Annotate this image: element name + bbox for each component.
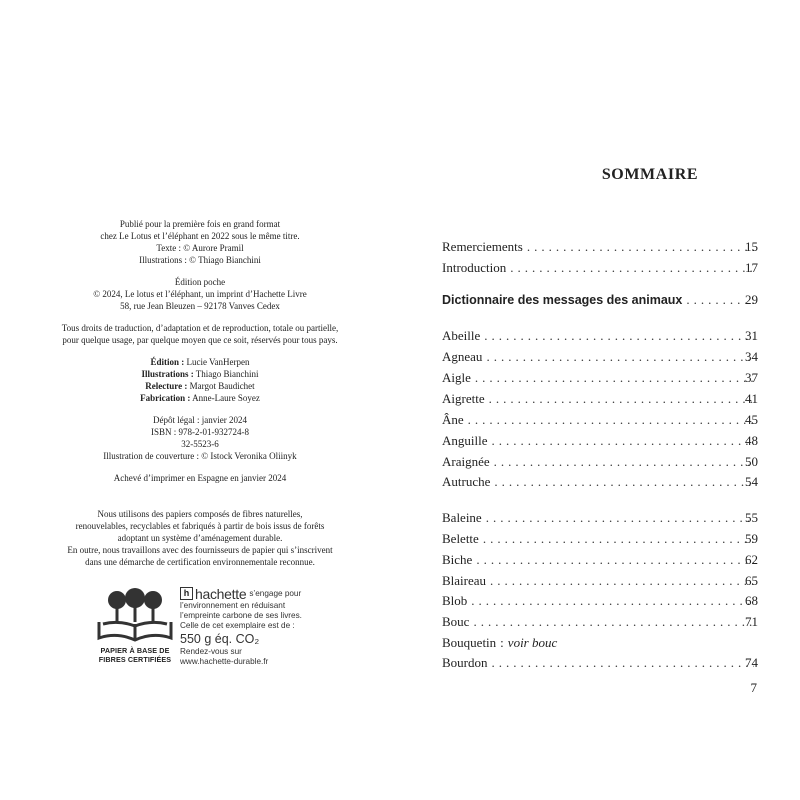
printing-notice: Achevé d’imprimer en Espagne en janvier 2024 — [113, 473, 287, 483]
badge-label: PAPIER À BASE DE — [100, 646, 170, 655]
credit-role: Illustrations : — [141, 369, 194, 379]
colophon-line: Illustrations : © Thiago Bianchini — [139, 255, 261, 265]
toc-entry[interactable] — [442, 347, 758, 367]
toc-entry-label: Agneau — [442, 349, 483, 364]
toc-entry[interactable] — [442, 571, 758, 591]
toc-section-heading[interactable] — [442, 290, 758, 310]
carbon-footprint-notice — [180, 586, 330, 667]
toc-leader — [471, 591, 754, 611]
eco-text-line: l’environnement en réduisant — [180, 601, 286, 610]
paper-notice: renouvelables, recyclables et fabriqués à partir de bois issus de forêts — [75, 521, 325, 531]
credit-name: Margot Baudichet — [189, 381, 255, 391]
toc-leader — [476, 550, 754, 570]
eco-visit: Rendez-vous sur — [180, 647, 242, 656]
paper-notice: En outre, nous travaillons avec des fournisseurs de papier qui s’inscrivent — [67, 545, 333, 555]
credit-name: Anne-Laure Soyez — [192, 393, 260, 403]
toc-title: SOMMAIRE — [601, 166, 699, 183]
hachette-logo — [180, 586, 330, 601]
toc-entry-label: Biche — [442, 552, 473, 567]
credit-line — [0, 357, 400, 368]
legal-deposit: Dépôt légal : janvier 2024 — [153, 415, 247, 425]
toc-page-number: 68 — [745, 593, 758, 608]
colophon-line: chez Le Lotus et l’éléphant en 2022 sous le même titre. — [100, 231, 300, 241]
toc-entry[interactable] — [442, 410, 758, 430]
toc-leader — [486, 347, 754, 367]
toc-page-number: 45 — [745, 412, 758, 427]
toc-entry[interactable] — [442, 326, 758, 346]
credit-line — [0, 369, 400, 380]
toc-leader — [486, 508, 754, 528]
credit-line — [0, 393, 400, 404]
edition-heading: Édition poche — [174, 277, 226, 287]
toc-page-number: 65 — [745, 573, 758, 588]
toc-entry[interactable] — [442, 653, 758, 673]
toc-entry[interactable] — [442, 258, 758, 278]
toc-page-number: 15 — [745, 239, 758, 254]
hachette-logo-icon: h — [180, 587, 193, 600]
toc-entry[interactable] — [442, 472, 758, 492]
toc-entry-label: Abeille — [442, 328, 481, 343]
toc-leader — [492, 653, 755, 673]
toc-entry-label: Bouquetin — [442, 635, 497, 650]
toc-page-number: 48 — [745, 433, 758, 448]
page-number: 7 — [750, 680, 757, 695]
eco-engage: s’engage pour — [249, 588, 302, 598]
toc-entry-label: Araignée — [442, 454, 490, 469]
trees-on-book-icon — [95, 586, 175, 646]
toc-entry-label: Autruche — [442, 474, 491, 489]
edition-code: 32-5523-6 — [181, 439, 219, 449]
rights-notice: pour quelque usage, par quelque moyen que ce soit, réservés pour tous pays. — [62, 335, 338, 345]
toc-cross-reference[interactable] — [442, 633, 758, 653]
colophon-line: © 2024, Le lotus et l’éléphant, un imprint d’Hachette Livre — [93, 289, 307, 299]
toc-entry[interactable] — [442, 612, 758, 632]
credit-line — [0, 381, 400, 392]
colophon-line: 58, rue Jean Bleuzen – 92178 Vanves Cedex — [120, 301, 280, 311]
toc-leader — [686, 290, 754, 310]
toc-entry-label: Blob — [442, 593, 468, 608]
isbn: ISBN : 978-2-01-932724-8 — [151, 427, 249, 437]
toc-see-target: voir bouc — [507, 635, 558, 650]
toc-page-number: 41 — [745, 391, 758, 406]
toc-page-number: 71 — [745, 614, 758, 629]
toc-entry-label: Remerciements — [442, 239, 523, 254]
toc-entry[interactable] — [442, 529, 758, 549]
toc-leader — [492, 431, 755, 451]
paper-notice: Nous utilisons des papiers composés de fibres naturelles, — [97, 509, 303, 519]
toc-page-number: 54 — [745, 474, 758, 489]
badge-label: FIBRES CERTIFIÉES — [98, 655, 172, 664]
toc-entry-label: Baleine — [442, 510, 482, 525]
toc-page-number: 17 — [745, 260, 758, 275]
toc-page-number: 55 — [745, 510, 758, 525]
rights-notice: Tous droits de traduction, d’adaptation et de reproduction, totale ou partielle, — [61, 323, 339, 333]
toc-entry-label: Dictionnaire des messages des animaux — [442, 293, 683, 307]
toc-leader — [490, 571, 754, 591]
toc-see-separator: : — [500, 635, 504, 650]
toc-page-number: 74 — [745, 655, 758, 670]
toc-page-number: 62 — [745, 552, 758, 567]
toc-entry-label: Blaireau — [442, 573, 487, 588]
toc-entry-label: Bourdon — [442, 655, 488, 670]
toc-entry-label: Aigrette — [442, 391, 485, 406]
toc-leader — [510, 258, 754, 278]
toc-leader — [494, 472, 754, 492]
toc-entry-label: Anguille — [442, 433, 488, 448]
toc-page-number: 37 — [745, 370, 758, 385]
toc-page-number: 59 — [745, 531, 758, 546]
toc-page-number: 29 — [745, 292, 758, 307]
credit-role: Fabrication : — [140, 393, 191, 403]
toc-leader — [473, 612, 754, 632]
toc-page-number: 31 — [745, 328, 758, 343]
toc-leader — [475, 368, 754, 388]
paper-notice: adoptant un système d’aménagement durable. — [117, 533, 283, 543]
toc-entry[interactable] — [442, 368, 758, 388]
certified-paper-badge — [95, 586, 175, 666]
colophon-line: Texte : © Aurore Pramil — [156, 243, 244, 253]
toc-page-number: 34 — [745, 349, 758, 364]
credit-name: Lucie VanHerpen — [186, 357, 250, 367]
toc-entry-label: Bouc — [442, 614, 470, 629]
toc-leader — [494, 452, 754, 472]
toc-entry[interactable] — [442, 591, 758, 611]
paper-notice: dans une démarche de certification environnementale reconnue. — [85, 557, 315, 567]
toc-entry-label: Introduction — [442, 260, 507, 275]
toc-entry[interactable] — [442, 389, 758, 409]
toc-leader — [489, 389, 754, 409]
eco-url: www.hachette-durable.fr — [180, 657, 269, 666]
toc-leader — [483, 529, 754, 549]
toc-entry[interactable] — [442, 508, 758, 528]
toc-entry-label: Aigle — [442, 370, 471, 385]
toc-entry-label: Âne — [442, 412, 464, 427]
toc-entry[interactable] — [442, 550, 758, 570]
cover-credit: Illustration de couverture : © Istock Veronika Oliinyk — [103, 451, 297, 461]
eco-text-line: Celle de cet exemplaire est de : — [180, 621, 295, 630]
credit-role: Édition : — [150, 357, 185, 367]
toc-leader — [468, 410, 754, 430]
credit-name: Thiago Bianchini — [195, 369, 259, 379]
toc-entry[interactable] — [442, 237, 758, 257]
toc-leader — [484, 326, 754, 346]
carbon-value: 550 g éq. CO₂ — [180, 632, 260, 646]
toc-entry-label: Belette — [442, 531, 479, 546]
eco-text-line: l’empreinte carbone de ses livres. — [180, 611, 302, 620]
colophon-line: Publié pour la première fois en grand format — [119, 219, 281, 229]
hachette-brand: hachette — [195, 585, 247, 602]
toc-entry[interactable] — [442, 431, 758, 451]
toc-leader — [527, 237, 754, 257]
toc-entry[interactable] — [442, 452, 758, 472]
toc-page-number: 50 — [745, 454, 758, 469]
credit-role: Relecture : — [145, 381, 188, 391]
